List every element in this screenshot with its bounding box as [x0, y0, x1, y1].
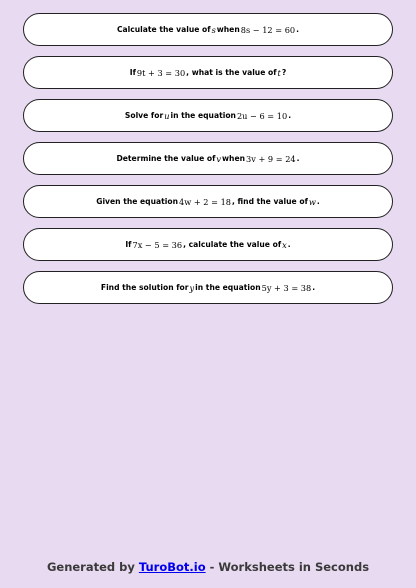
question-5-text: Given the equation	[96, 197, 179, 206]
question-4-text: Determine the value of	[116, 154, 216, 163]
question-6-text: If	[125, 240, 132, 249]
footer	[0, 560, 416, 574]
question-5-equation: 4w + 2 = 18	[179, 196, 231, 207]
question-6-punct: .	[287, 240, 291, 249]
question-1-text: Calculate the value of	[116, 25, 211, 34]
question-1-text-mid: when	[216, 25, 240, 34]
question-2-equation: 9t + 3 = 30	[136, 67, 186, 78]
question-3-text-mid: in the equation	[170, 111, 236, 120]
question-6-variable: x	[282, 239, 287, 250]
footer-suffix: - Worksheets in Seconds	[205, 560, 370, 574]
question-4-equation: 3v + 9 = 24	[246, 153, 296, 164]
question-4	[23, 142, 393, 175]
footer-prefix: Generated by	[46, 560, 139, 574]
question-2-text-mid: , what is the value of	[186, 68, 277, 77]
question-6-text-mid: , calculate the value of	[183, 240, 282, 249]
question-7-equation: 5y + 3 = 38	[261, 282, 312, 293]
question-1	[23, 13, 393, 46]
question-7-punct: .	[312, 283, 316, 292]
question-7-text-mid: in the equation	[195, 283, 261, 292]
question-3-variable: u	[164, 110, 170, 121]
question-2-text: If	[129, 68, 136, 77]
question-7	[23, 271, 393, 304]
question-6	[23, 228, 393, 261]
question-1-equation: 8s − 12 = 60	[240, 24, 296, 35]
question-7-variable: y	[189, 282, 195, 293]
question-3	[23, 99, 393, 132]
question-6-equation: 7x − 5 = 36	[132, 239, 183, 250]
question-5	[23, 185, 393, 218]
question-5-variable: w	[308, 196, 316, 207]
question-list	[23, 13, 393, 314]
question-4-variable: v	[216, 153, 222, 164]
question-1-variable: s	[211, 24, 216, 35]
question-2-punct: ?	[281, 68, 287, 77]
question-4-punct: .	[296, 154, 300, 163]
question-3-equation: 2u − 6 = 10	[236, 110, 288, 121]
turobot-link[interactable]: TuroBot.io	[138, 560, 206, 574]
question-2	[23, 56, 393, 89]
question-5-text-mid: , find the value of	[232, 197, 308, 206]
question-2-variable: t	[277, 67, 281, 78]
question-7-text: Find the solution for	[100, 283, 189, 292]
question-5-punct: .	[316, 197, 320, 206]
question-4-text-mid: when	[222, 154, 246, 163]
question-1-punct: .	[296, 25, 300, 34]
question-3-punct: .	[288, 111, 292, 120]
question-3-text: Solve for	[124, 111, 164, 120]
